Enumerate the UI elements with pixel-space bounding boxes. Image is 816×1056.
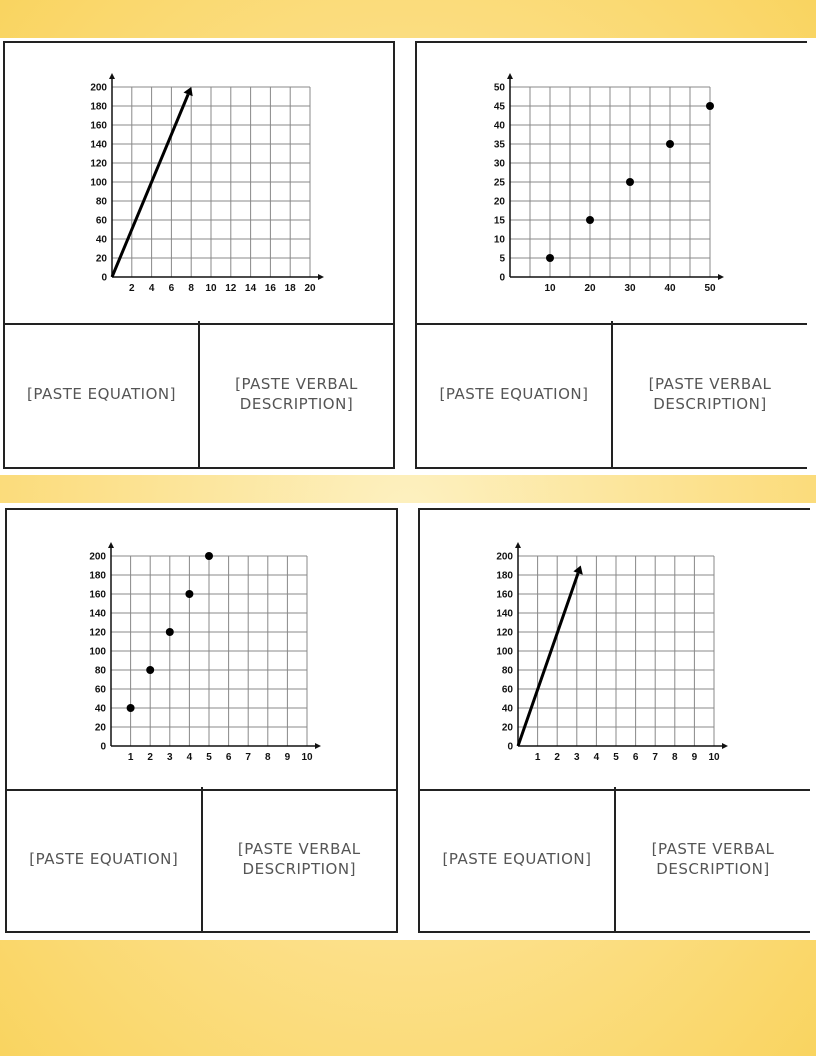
y-tick-label: 40 — [493, 120, 505, 132]
y-tick-label: 30 — [493, 158, 505, 170]
data-ray — [112, 94, 188, 277]
x-tick-label: 10 — [544, 283, 556, 294]
chart-2 — [417, 43, 807, 323]
graph-card-2 — [415, 41, 807, 469]
data-point — [166, 628, 174, 636]
x-tick-label: 10 — [205, 283, 217, 294]
equation-cell[interactable] — [5, 321, 200, 467]
x-tick-label: 2 — [147, 752, 153, 763]
y-tick-label: 20 — [501, 722, 513, 734]
description-placeholder: [PASTE VERBAL DESCRIPTION] — [651, 840, 775, 878]
equation-placeholder: [PASTE EQUATION] — [439, 385, 589, 403]
y-tick-label: 120 — [90, 158, 107, 170]
x-tick-label: 3 — [167, 752, 173, 763]
x-axis-arrow — [318, 274, 324, 280]
chart-3 — [7, 510, 396, 789]
y-tick-label: 60 — [95, 215, 107, 227]
data-point — [546, 254, 554, 262]
y-tick-label: 35 — [493, 139, 505, 151]
graph-area — [420, 510, 810, 791]
x-tick-label: 5 — [206, 752, 212, 763]
y-tick-label: 100 — [89, 646, 106, 658]
y-tick-label: 200 — [496, 551, 513, 563]
y-tick-label: 25 — [493, 177, 505, 189]
x-tick-label: 10 — [301, 752, 313, 763]
y-tick-label: 80 — [94, 665, 106, 677]
graph-area — [7, 510, 396, 791]
description-placeholder: [PASTE VERBAL DESCRIPTION] — [237, 840, 361, 878]
y-tick-label: 40 — [95, 234, 107, 246]
grid — [111, 556, 307, 746]
y-tick-label: 200 — [89, 551, 106, 563]
x-tick-label: 1 — [534, 752, 541, 763]
y-tick-label: 200 — [90, 82, 107, 94]
y-tick-label: 100 — [496, 646, 513, 658]
x-tick-label: 20 — [304, 283, 316, 294]
data-point — [185, 590, 193, 598]
y-tick-label: 0 — [507, 741, 513, 753]
y-axis-arrow — [108, 542, 114, 548]
x-tick-label: 40 — [664, 283, 676, 294]
description-cell[interactable] — [200, 321, 393, 467]
data-point — [586, 216, 594, 224]
data-point — [146, 666, 154, 674]
y-tick-label: 50 — [493, 82, 505, 94]
data-point — [706, 102, 714, 110]
y-tick-label: 10 — [493, 234, 505, 246]
description-placeholder: [PASTE VERBAL DESCRIPTION] — [235, 375, 358, 413]
graph-card-3 — [5, 508, 398, 933]
y-tick-label: 0 — [100, 741, 106, 753]
y-tick-label: 15 — [493, 215, 505, 227]
y-tick-label: 120 — [496, 627, 513, 639]
y-tick-label: 100 — [90, 177, 107, 189]
x-tick-label: 14 — [245, 283, 257, 294]
y-tick-label: 180 — [496, 570, 513, 582]
grid — [518, 556, 714, 746]
equation-cell[interactable] — [7, 787, 203, 931]
x-tick-label: 12 — [225, 283, 237, 294]
equation-placeholder: [PASTE EQUATION] — [442, 850, 592, 868]
x-axis-arrow — [315, 743, 321, 749]
y-axis-arrow — [507, 73, 513, 79]
x-tick-label: 10 — [708, 752, 720, 763]
data-point — [666, 140, 674, 148]
graph-area — [5, 43, 393, 325]
description-placeholder: [PASTE VERBAL DESCRIPTION] — [648, 375, 772, 413]
grid — [112, 87, 310, 277]
y-tick-label: 120 — [89, 627, 106, 639]
y-tick-label: 80 — [501, 665, 513, 677]
y-tick-label: 60 — [501, 684, 513, 696]
y-tick-label: 40 — [501, 703, 513, 715]
y-tick-label: 80 — [95, 196, 107, 208]
x-tick-label: 50 — [704, 283, 716, 294]
data-point — [205, 552, 213, 560]
x-tick-label: 20 — [584, 283, 596, 294]
description-cell[interactable] — [203, 787, 397, 931]
y-tick-label: 0 — [499, 272, 505, 284]
x-tick-label: 2 — [554, 752, 560, 763]
x-tick-label: 1 — [127, 752, 134, 763]
x-tick-label: 7 — [245, 752, 251, 763]
y-tick-label: 160 — [89, 589, 106, 601]
graph-card-1 — [3, 41, 395, 469]
y-tick-label: 20 — [493, 196, 505, 208]
data-ray — [518, 573, 578, 746]
y-tick-label: 180 — [89, 570, 106, 582]
equation-placeholder: [PASTE EQUATION] — [29, 850, 179, 868]
x-tick-label: 5 — [613, 752, 619, 763]
equation-cell[interactable] — [420, 787, 616, 931]
y-tick-label: 40 — [94, 703, 106, 715]
x-tick-label: 6 — [632, 752, 639, 763]
y-tick-label: 5 — [499, 253, 505, 265]
y-tick-label: 140 — [89, 608, 106, 620]
y-axis-arrow — [109, 73, 115, 79]
graph-area — [417, 43, 807, 325]
x-axis-arrow — [718, 274, 724, 280]
x-tick-label: 9 — [691, 752, 698, 763]
y-tick-label: 140 — [496, 608, 513, 620]
y-tick-label: 60 — [94, 684, 106, 696]
x-tick-label: 30 — [624, 283, 636, 294]
y-tick-label: 20 — [95, 253, 107, 265]
x-tick-label: 4 — [593, 752, 600, 763]
x-tick-label: 8 — [188, 283, 194, 294]
equation-cell[interactable] — [417, 321, 613, 467]
y-tick-label: 160 — [90, 120, 107, 132]
y-tick-label: 180 — [90, 101, 107, 113]
grid — [510, 87, 710, 277]
description-cell[interactable] — [616, 787, 810, 931]
x-tick-label: 8 — [672, 752, 678, 763]
graph-card-4 — [418, 508, 810, 933]
y-tick-label: 0 — [101, 272, 107, 284]
x-tick-label: 4 — [148, 283, 155, 294]
y-tick-label: 45 — [493, 101, 505, 113]
x-tick-label: 6 — [168, 283, 175, 294]
chart-1 — [5, 43, 393, 323]
x-tick-label: 6 — [225, 752, 232, 763]
x-tick-label: 7 — [652, 752, 658, 763]
y-tick-label: 160 — [496, 589, 513, 601]
data-point — [626, 178, 634, 186]
y-axis-arrow — [515, 542, 521, 548]
x-tick-label: 2 — [129, 283, 135, 294]
x-tick-label: 16 — [264, 283, 276, 294]
equation-placeholder: [PASTE EQUATION] — [27, 385, 176, 403]
x-axis-arrow — [722, 743, 728, 749]
y-tick-label: 20 — [94, 722, 106, 734]
x-tick-label: 3 — [574, 752, 580, 763]
chart-4 — [420, 510, 810, 789]
description-cell[interactable] — [613, 321, 807, 467]
y-tick-label: 140 — [90, 139, 107, 151]
x-tick-label: 4 — [186, 752, 193, 763]
x-tick-label: 18 — [284, 283, 296, 294]
x-tick-label: 8 — [265, 752, 271, 763]
x-tick-label: 9 — [284, 752, 291, 763]
data-point — [127, 704, 135, 712]
